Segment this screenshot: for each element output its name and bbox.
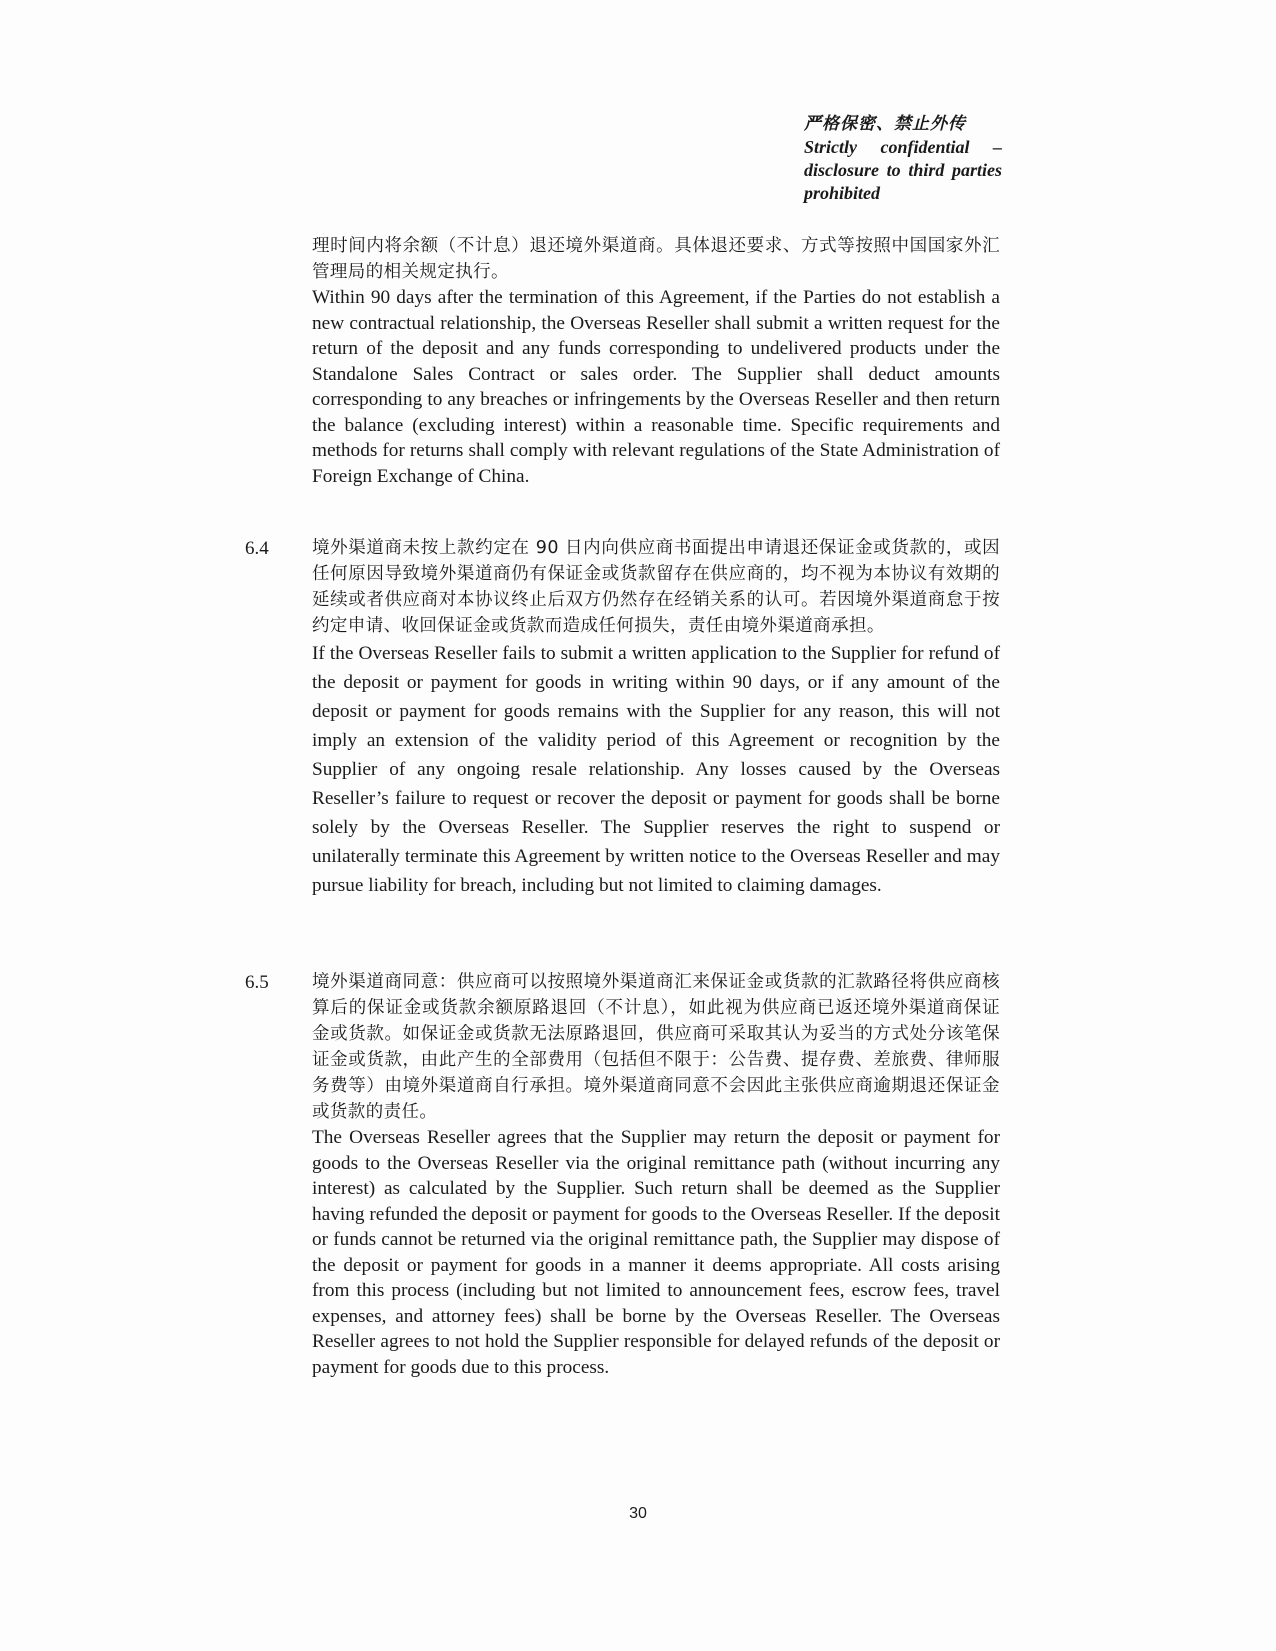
confidentiality-header-cn: 严格保密、禁止外传 xyxy=(804,114,966,134)
clause-6-4-en: If the Overseas Reseller fails to submit a written application to the Supplier for refund of the deposit or payment for goods in writing within 90 days, or if any amount of the deposit or payment for goods remains with the Supplier for any reason, this will not imply an extension of the validity period of this Agreement or recognition by the Supplier of any ongoing resale relationship. Any losses caused by the Overseas Reseller’s failure to request or recover the deposit or payment for goods shall be borne solely by the Overseas Reseller. The Supplier reserves the right to suspend or unilaterally terminate this Agreement by written notice to the Overseas Reseller and may pursue liability for breach, including but not limited to claiming damages. xyxy=(312,643,1000,896)
clause-6-5-en: The Overseas Reseller agrees that the Supplier may return the deposit or payment for goods to the Overseas Reseller via the original remittance path (without incurring any interest) as calculated by the Supplier. Such return shall be deemed as the Supplier having refunded the deposit or payment for goods to the Overseas Reseller. If the deposit or funds cannot be returned via the original remittance path, the Supplier may dispose of the deposit or payment for goods in a manner it deems appropriate. All costs arising from this process (including but not limited to announcement fees, escrow fees, travel expenses, and attorney fees) shall be borne by the Overseas Reseller. The Overseas Reseller agrees to not hold the Supplier responsible for delayed refunds of the deposit or payment for goods due to this process. xyxy=(312,1127,1000,1378)
clause-number: 6.4 xyxy=(245,538,269,559)
continued-clause xyxy=(312,233,1000,489)
confidentiality-header xyxy=(804,113,1002,205)
clause-6-4-cn: 境外渠道商未按上款约定在 90 日内向供应商书面提出申请退还保证金或货款的，或因任何原因导致境外渠道商仍有保证金或货款留存在供应商的，均不视为本协议有效期的延续或者供应商对本协议终止后双方仍然存在经销关系的认可。若因境外渠道商怠于按约定申请、收回保证金或货款而造成任何损失，责任由境外渠道商承担。 xyxy=(312,538,1000,636)
clause-6-5-cn: 境外渠道商同意：供应商可以按照境外渠道商汇来保证金或货款的汇款路径将供应商核算后的保证金或货款余额原路退回（不计息），如此视为供应商已返还境外渠道商保证金或货款。如保证金或货款无法原路退回，供应商可采取其认为妥当的方式处分该笔保证金或货款，由此产生的全部费用（包括但不限于：公告费、提存费、差旅费、律师服务费等）由境外渠道商自行承担。境外渠道商同意不会因此主张供应商逾期退还保证金或货款的责任。 xyxy=(312,972,1000,1122)
continued-clause-cn: 理时间内将余额（不计息）退还境外渠道商。具体退还要求、方式等按照中国国家外汇管理局的相关规定执行。 xyxy=(312,236,1000,282)
clause-6-4 xyxy=(312,535,1000,900)
continued-clause-en: Within 90 days after the termination of this Agreement, if the Parties do not establish a new contractual relationship, the Overseas Reseller shall submit a written request for the return of the deposit and any funds corresponding to undelivered products under the Standalone Sales Contract or sales order. The Supplier shall deduct amounts corresponding to any breaches or infringements by the Overseas Reseller and then return the balance (excluding interest) within a reasonable time. Specific requirements and methods for returns shall comply with relevant regulations of the State Administration of Foreign Exchange of China. xyxy=(312,287,1000,487)
confidentiality-header-en: Strictly confidential – disclosure to third parties prohibited xyxy=(804,137,1002,203)
clause-number: 6.5 xyxy=(245,972,269,993)
page-number: 30 xyxy=(629,1505,647,1522)
clause-6-5 xyxy=(312,969,1000,1380)
